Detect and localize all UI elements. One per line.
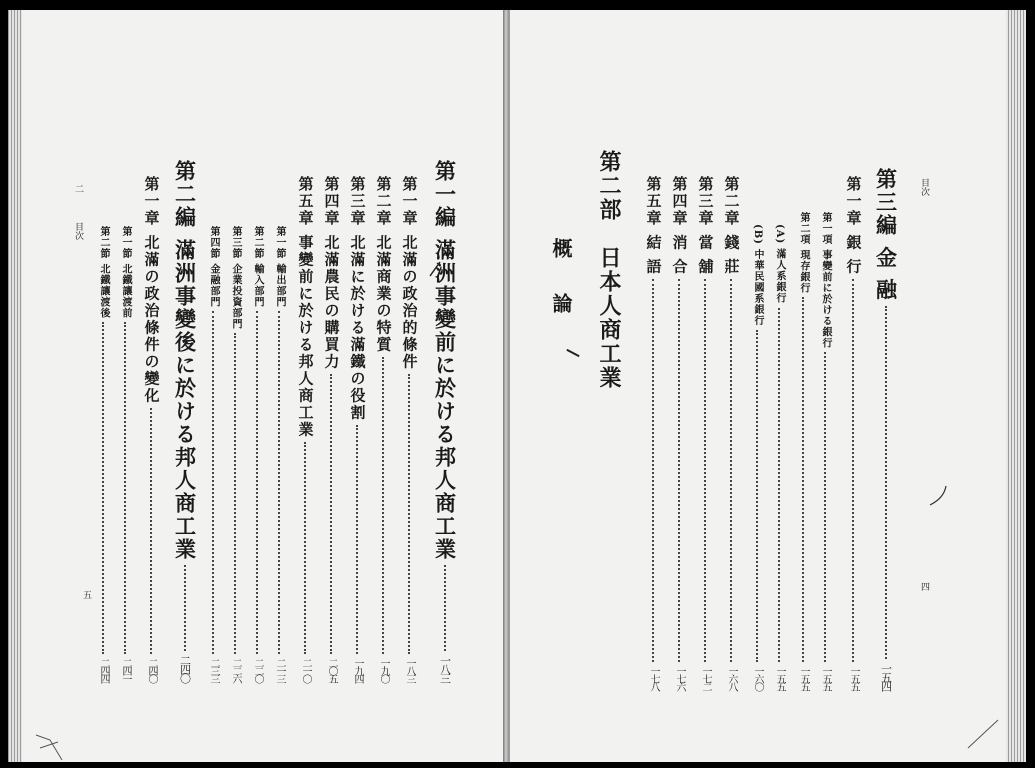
- book2-page: 二四〇: [178, 655, 192, 682]
- entry-label: 第一章: [844, 176, 863, 227]
- entry-label: 第一節: [120, 226, 131, 259]
- overview-title: 概 論: [549, 238, 573, 327]
- entry-title: 事變前に於ける銀行: [820, 249, 831, 349]
- entry-page: 一五五: [798, 666, 809, 690]
- folio: 五: [81, 590, 91, 599]
- part3-heading: 第三編 金 融: [873, 168, 899, 302]
- book1-heading: 滿洲事變前に於ける邦人商工業: [432, 239, 458, 561]
- entry-label: 第一節: [274, 226, 285, 259]
- entry-page: 二二六: [230, 658, 241, 682]
- entry-label: 第二節: [98, 226, 109, 259]
- entry-label: 第四章: [670, 176, 689, 227]
- entry-title: 銀 行: [844, 234, 863, 276]
- entry-title: 北滿の政治的條件: [400, 234, 419, 371]
- entry-label: 第三章: [348, 176, 367, 227]
- entry-title: 錢 莊: [722, 234, 741, 276]
- entry-label: 第三章: [696, 176, 715, 227]
- entry-title: 消 合: [670, 234, 689, 276]
- entry-page: 二三三: [208, 658, 219, 682]
- entry-label: 第一章: [142, 176, 161, 227]
- entry-title: 當 舖: [696, 234, 715, 276]
- entry-page: 一七二: [700, 666, 711, 690]
- entry-title: 企業投資部門: [230, 263, 241, 330]
- entry-label: 第一章: [400, 176, 419, 227]
- entry-label: 第二章: [722, 176, 741, 227]
- entry-label: (B): [752, 224, 763, 245]
- entry-page: 一九〇: [378, 658, 389, 682]
- entry-label: 第二章: [374, 176, 393, 227]
- entry-title: 結 語: [644, 234, 663, 276]
- entry-page: 一六八: [726, 666, 737, 690]
- entry-label: 第五章: [296, 176, 315, 227]
- book2-prefix: 第二編: [172, 160, 198, 229]
- entry-page: 二〇五: [326, 658, 337, 682]
- book1-page: 一八三: [438, 655, 452, 682]
- entry-title: 北滿の政治條件の變化: [142, 234, 161, 405]
- entry-page: 一八三: [404, 658, 415, 682]
- entry-label: 第二項: [798, 212, 809, 245]
- entry-page: 一五五: [848, 666, 859, 690]
- entry-page: 一七八: [648, 666, 659, 690]
- entry-label: 第五章: [644, 176, 663, 227]
- running-header: 目次: [919, 178, 929, 196]
- entry-label: 第四節: [208, 226, 219, 259]
- book1-prefix: 第一編: [432, 160, 458, 229]
- entry-label: 第三節: [230, 226, 241, 259]
- running-header: 目次: [73, 222, 83, 240]
- entry-label: 第一項: [820, 212, 831, 245]
- entry-page: 二四一: [120, 658, 131, 682]
- entry-page: 一九四: [352, 658, 363, 682]
- entry-label: 第四章: [322, 176, 341, 227]
- entry-title: 北滿に於ける滿鐵の役割: [348, 234, 367, 422]
- entry-title: 現存銀行: [798, 249, 809, 294]
- entry-label: (A): [774, 224, 785, 245]
- entry-title: 金融部門: [208, 263, 219, 308]
- entry-page: 一六〇: [752, 666, 763, 690]
- entry-title: 北滿農民の購買力: [322, 234, 341, 371]
- entry-page: 一五五: [774, 666, 785, 690]
- entry-title: 滿人系銀行: [774, 248, 785, 304]
- entry-page: 二二〇: [252, 658, 263, 682]
- part2-prefix: 第二部: [596, 150, 622, 222]
- page-marker: 二: [73, 184, 83, 193]
- entry-page: 二四〇: [146, 658, 157, 682]
- entry-page: 二一三: [274, 658, 285, 682]
- entry-title: 輸出部門: [274, 263, 285, 308]
- entry-title: 北鐵讓渡後: [98, 263, 109, 319]
- entry-page: 二四四: [98, 658, 109, 682]
- part2-name: 日本人商工業: [596, 246, 622, 390]
- entry-title: 北鐵讓渡前: [120, 263, 131, 319]
- part3-page: 一五四: [879, 663, 893, 690]
- entry-title: 北滿商業の特質: [374, 234, 393, 354]
- entry-label: 第二節: [252, 226, 263, 259]
- entry-title: 輸入部門: [252, 263, 263, 308]
- entry-title: 中華民國系銀行: [752, 249, 763, 327]
- entry-page: 二一〇: [300, 658, 311, 682]
- entry-title: 事變前に於ける邦人商工業: [296, 234, 315, 439]
- entry-page: 一五五: [820, 666, 831, 690]
- folio: 四: [919, 582, 929, 591]
- book2-heading: 滿洲事變後に於ける邦人商工業: [172, 239, 198, 561]
- entry-page: 一七六: [674, 666, 685, 690]
